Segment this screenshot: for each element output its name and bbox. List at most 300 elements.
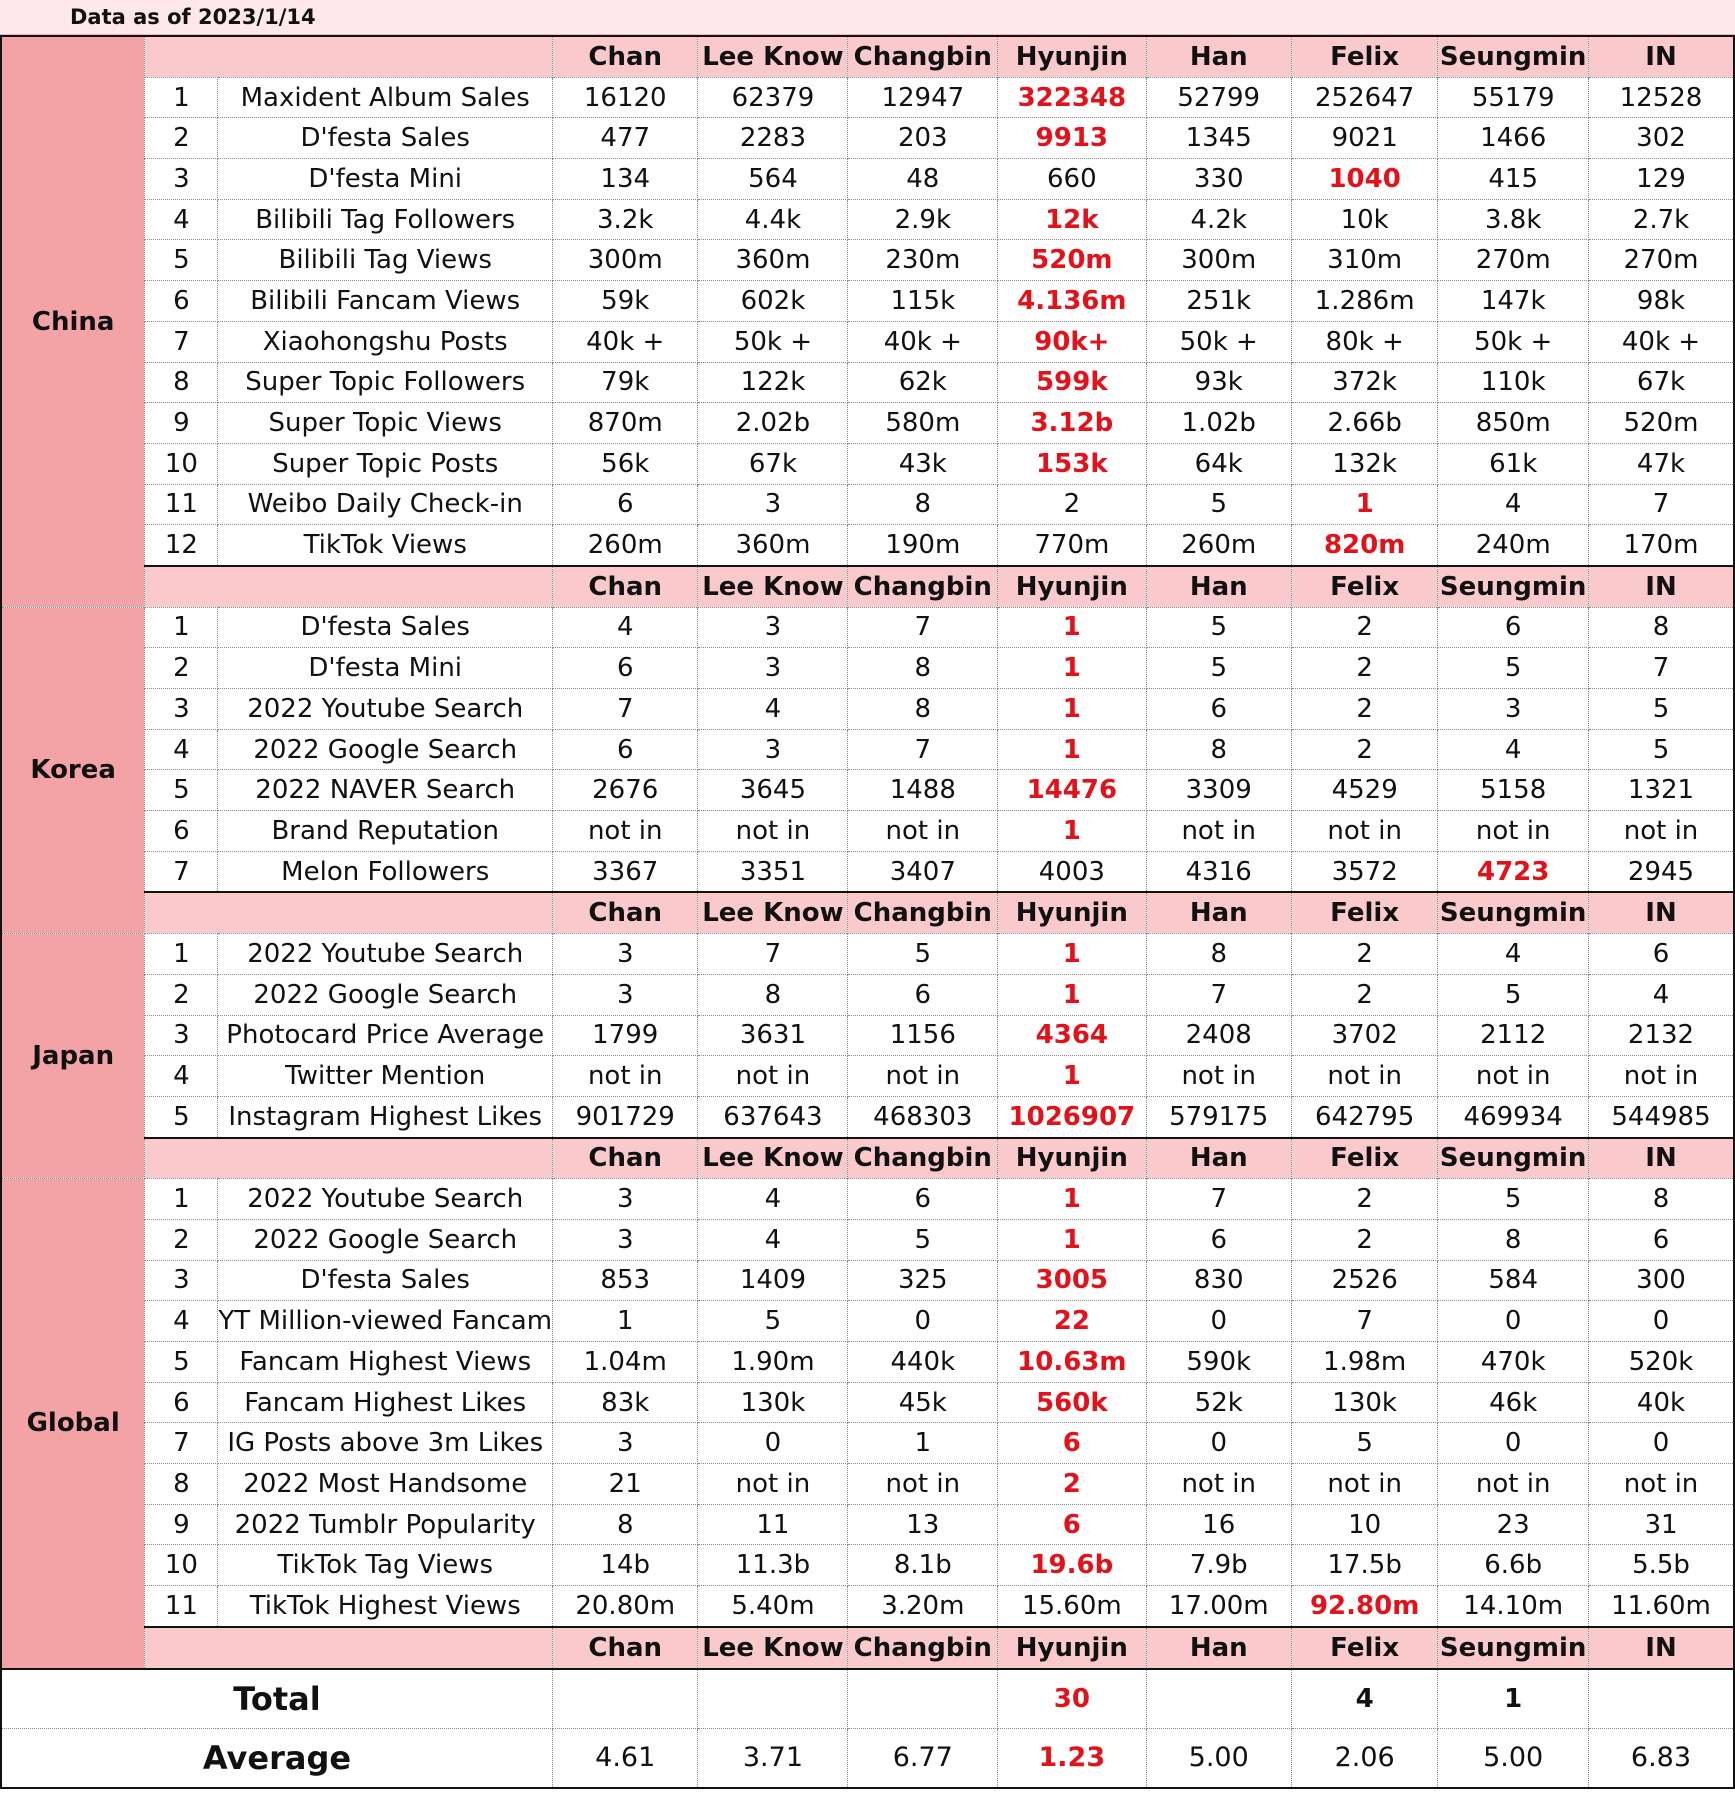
metric-label: TikTok Tag Views (218, 1545, 553, 1586)
value-cell-felix: 3702 (1291, 1015, 1437, 1056)
value-cell-chan: 300m (553, 240, 698, 281)
value-cell-chan: 6 (553, 484, 698, 525)
value-cell-hyunjin: 660 (998, 159, 1146, 200)
member-header-felix: Felix (1291, 892, 1437, 933)
row-number: 1 (145, 77, 218, 118)
value-cell-changbin: 48 (848, 159, 998, 200)
value-cell-lee-know: 360m (698, 525, 848, 566)
total-value-han (1146, 1669, 1291, 1729)
value-cell-changbin: 1488 (848, 770, 998, 811)
value-cell-chan: 6 (553, 648, 698, 689)
member-header-changbin: Changbin (848, 892, 998, 933)
average-value-han: 5.00 (1146, 1728, 1291, 1788)
value-cell-lee-know: 4 (698, 689, 848, 730)
metric-label: Maxident Album Sales (218, 77, 553, 118)
value-cell-lee-know: 4.4k (698, 199, 848, 240)
value-cell-in: 0 (1588, 1423, 1734, 1464)
value-cell-hyunjin: 1 (998, 934, 1146, 975)
header-spacer (145, 1138, 553, 1179)
value-cell-chan: 1 (553, 1301, 698, 1342)
value-cell-changbin: not in (848, 1464, 998, 1505)
value-cell-lee-know: 0 (698, 1423, 848, 1464)
value-cell-changbin: 325 (848, 1260, 998, 1301)
value-cell-chan: 4 (553, 607, 698, 648)
value-cell-lee-know: 50k + (698, 321, 848, 362)
value-cell-in: 12528 (1588, 77, 1734, 118)
value-cell-han: 3309 (1146, 770, 1291, 811)
value-cell-changbin: 1156 (848, 1015, 998, 1056)
value-cell-in: 8 (1588, 1179, 1734, 1220)
member-header-chan: Chan (553, 892, 698, 933)
value-cell-lee-know: 11 (698, 1504, 848, 1545)
value-cell-felix: 252647 (1291, 77, 1437, 118)
row-number: 2 (145, 974, 218, 1015)
member-header-han: Han (1146, 1627, 1291, 1669)
value-cell-felix: 2 (1291, 974, 1437, 1015)
header-spacer (145, 36, 553, 77)
value-cell-seungmin: 3.8k (1438, 199, 1589, 240)
value-cell-in: 129 (1588, 159, 1734, 200)
value-cell-chan: 870m (553, 403, 698, 444)
value-cell-in: 8 (1588, 607, 1734, 648)
value-cell-changbin: not in (848, 811, 998, 852)
value-cell-seungmin: not in (1438, 1464, 1589, 1505)
value-cell-hyunjin: 2 (998, 484, 1146, 525)
value-cell-changbin: not in (848, 1056, 998, 1097)
value-cell-seungmin: 584 (1438, 1260, 1589, 1301)
metric-label: 2022 Youtube Search (218, 934, 553, 975)
value-cell-hyunjin: 6 (998, 1504, 1146, 1545)
metric-label: 2022 Youtube Search (218, 689, 553, 730)
average-value-changbin: 6.77 (848, 1728, 998, 1788)
value-cell-lee-know: not in (698, 1464, 848, 1505)
value-cell-seungmin: 0 (1438, 1423, 1589, 1464)
metric-label: 2022 Youtube Search (218, 1179, 553, 1220)
member-header-changbin: Changbin (848, 36, 998, 77)
value-cell-seungmin: 14.10m (1438, 1586, 1589, 1627)
value-cell-han: 64k (1146, 443, 1291, 484)
value-cell-chan: 40k + (553, 321, 698, 362)
value-cell-chan: 134 (553, 159, 698, 200)
value-cell-hyunjin: 1 (998, 1179, 1146, 1220)
total-row (1, 1669, 1734, 1729)
row-number: 2 (145, 118, 218, 159)
value-cell-hyunjin: 1 (998, 974, 1146, 1015)
value-cell-chan: 8 (553, 1504, 698, 1545)
value-cell-han: 5 (1146, 484, 1291, 525)
table-row (1, 199, 1734, 240)
row-number: 8 (145, 362, 218, 403)
value-cell-hyunjin: 1 (998, 607, 1146, 648)
row-number: 1 (145, 607, 218, 648)
row-number: 5 (145, 240, 218, 281)
value-cell-han: 0 (1146, 1301, 1291, 1342)
value-cell-chan: 901729 (553, 1096, 698, 1137)
value-cell-hyunjin: 22 (998, 1301, 1146, 1342)
value-cell-lee-know: 1.90m (698, 1342, 848, 1383)
average-value-felix: 2.06 (1291, 1728, 1437, 1788)
value-cell-hyunjin: 15.60m (998, 1586, 1146, 1627)
row-number: 10 (145, 1545, 218, 1586)
value-cell-lee-know: not in (698, 811, 848, 852)
table-row (1, 1382, 1734, 1423)
average-value-lee-know: 3.71 (698, 1728, 848, 1788)
value-cell-han: 7 (1146, 974, 1291, 1015)
value-cell-han: 50k + (1146, 321, 1291, 362)
total-label: Total (1, 1669, 553, 1729)
value-cell-chan: 21 (553, 1464, 698, 1505)
row-number: 3 (145, 689, 218, 730)
table-row (1, 403, 1734, 444)
value-cell-han: 590k (1146, 1342, 1291, 1383)
value-cell-changbin: 7 (848, 729, 998, 770)
row-number: 4 (145, 1301, 218, 1342)
value-cell-lee-know: 5 (698, 1301, 848, 1342)
metric-label: 2022 Google Search (218, 1219, 553, 1260)
value-cell-hyunjin: 1026907 (998, 1096, 1146, 1137)
value-cell-chan: not in (553, 1056, 698, 1097)
value-cell-han: 5 (1146, 648, 1291, 689)
value-cell-seungmin: 850m (1438, 403, 1589, 444)
value-cell-felix: 92.80m (1291, 1586, 1437, 1627)
value-cell-han: 1.02b (1146, 403, 1291, 444)
metric-label: D'festa Mini (218, 159, 553, 200)
value-cell-han: 93k (1146, 362, 1291, 403)
value-cell-chan: not in (553, 811, 698, 852)
total-value-lee-know (698, 1669, 848, 1729)
value-cell-hyunjin: 19.6b (998, 1545, 1146, 1586)
member-header-han: Han (1146, 36, 1291, 77)
table-row (1, 1545, 1734, 1586)
row-number: 6 (145, 1382, 218, 1423)
member-header-row (1, 36, 1734, 77)
value-cell-han: 830 (1146, 1260, 1291, 1301)
value-cell-felix: 7 (1291, 1301, 1437, 1342)
value-cell-han: 52799 (1146, 77, 1291, 118)
row-number: 5 (145, 770, 218, 811)
value-cell-felix: 2 (1291, 1179, 1437, 1220)
value-cell-chan: 16120 (553, 77, 698, 118)
average-row (1, 1728, 1734, 1788)
row-number: 3 (145, 1260, 218, 1301)
value-cell-han: 300m (1146, 240, 1291, 281)
value-cell-changbin: 13 (848, 1504, 998, 1545)
value-cell-chan: 20.80m (553, 1586, 698, 1627)
value-cell-seungmin: 61k (1438, 443, 1589, 484)
average-value-in: 6.83 (1588, 1728, 1734, 1788)
value-cell-lee-know: 122k (698, 362, 848, 403)
row-number: 9 (145, 1504, 218, 1545)
value-cell-felix: 10k (1291, 199, 1437, 240)
value-cell-hyunjin: 10.63m (998, 1342, 1146, 1383)
row-number: 5 (145, 1096, 218, 1137)
value-cell-han: 16 (1146, 1504, 1291, 1545)
value-cell-lee-know: 3645 (698, 770, 848, 811)
table-row (1, 1586, 1734, 1627)
value-cell-felix: 10 (1291, 1504, 1437, 1545)
value-cell-in: 31 (1588, 1504, 1734, 1545)
value-cell-han: 52k (1146, 1382, 1291, 1423)
value-cell-hyunjin: 3005 (998, 1260, 1146, 1301)
value-cell-hyunjin: 4364 (998, 1015, 1146, 1056)
value-cell-lee-know: 11.3b (698, 1545, 848, 1586)
value-cell-hyunjin: 3.12b (998, 403, 1146, 444)
value-cell-in: 5 (1588, 689, 1734, 730)
region-label-china: China (1, 36, 145, 607)
member-header-row (1, 1627, 1734, 1669)
value-cell-lee-know: 4 (698, 1179, 848, 1220)
table-row (1, 1260, 1734, 1301)
value-cell-hyunjin: 560k (998, 1382, 1146, 1423)
row-number: 11 (145, 1586, 218, 1627)
value-cell-changbin: 43k (848, 443, 998, 484)
value-cell-in: 520m (1588, 403, 1734, 444)
value-cell-han: 4.2k (1146, 199, 1291, 240)
member-header-changbin: Changbin (848, 1138, 998, 1179)
value-cell-seungmin: 4 (1438, 934, 1589, 975)
member-header-seungmin: Seungmin (1438, 36, 1589, 77)
table-row (1, 281, 1734, 322)
member-header-han: Han (1146, 892, 1291, 933)
value-cell-felix: 4529 (1291, 770, 1437, 811)
value-cell-chan: 83k (553, 1382, 698, 1423)
row-number: 7 (145, 851, 218, 892)
value-cell-lee-know: 4 (698, 1219, 848, 1260)
member-header-hyunjin: Hyunjin (998, 566, 1146, 607)
value-cell-chan: 3 (553, 934, 698, 975)
value-cell-chan: 56k (553, 443, 698, 484)
value-cell-seungmin: not in (1438, 811, 1589, 852)
value-cell-changbin: 468303 (848, 1096, 998, 1137)
table-row (1, 1056, 1734, 1097)
member-header-chan: Chan (553, 1138, 698, 1179)
value-cell-seungmin: 5 (1438, 648, 1589, 689)
value-cell-felix: 80k + (1291, 321, 1437, 362)
member-header-chan: Chan (553, 566, 698, 607)
value-cell-seungmin: 2112 (1438, 1015, 1589, 1056)
value-cell-seungmin: 3 (1438, 689, 1589, 730)
value-cell-felix: 2 (1291, 607, 1437, 648)
member-header-row (1, 566, 1734, 607)
value-cell-in: 6 (1588, 1219, 1734, 1260)
value-cell-in: 300 (1588, 1260, 1734, 1301)
value-cell-in: 302 (1588, 118, 1734, 159)
title-bar (0, 0, 1735, 35)
value-cell-felix: 2.66b (1291, 403, 1437, 444)
value-cell-changbin: 7 (848, 607, 998, 648)
member-header-lee-know: Lee Know (698, 1627, 848, 1669)
value-cell-hyunjin: 6 (998, 1423, 1146, 1464)
value-cell-felix: 820m (1291, 525, 1437, 566)
value-cell-chan: 1799 (553, 1015, 698, 1056)
member-header-seungmin: Seungmin (1438, 892, 1589, 933)
value-cell-han: 6 (1146, 1219, 1291, 1260)
value-cell-changbin: 12947 (848, 77, 998, 118)
value-cell-seungmin: 5 (1438, 974, 1589, 1015)
table-row (1, 851, 1734, 892)
value-cell-in: 40k + (1588, 321, 1734, 362)
table-row (1, 525, 1734, 566)
header-spacer (145, 1627, 553, 1669)
value-cell-chan: 7 (553, 689, 698, 730)
value-cell-in: not in (1588, 811, 1734, 852)
value-cell-lee-know: 1409 (698, 1260, 848, 1301)
row-number: 3 (145, 1015, 218, 1056)
value-cell-in: 6 (1588, 934, 1734, 975)
row-number: 10 (145, 443, 218, 484)
value-cell-changbin: 6 (848, 1179, 998, 1220)
value-cell-changbin: 2.9k (848, 199, 998, 240)
metric-label: D'festa Sales (218, 1260, 553, 1301)
value-cell-in: 67k (1588, 362, 1734, 403)
average-label: Average (1, 1728, 553, 1788)
value-cell-changbin: 6 (848, 974, 998, 1015)
member-header-row (1, 892, 1734, 933)
value-cell-han: 5 (1146, 607, 1291, 648)
value-cell-lee-know: 3631 (698, 1015, 848, 1056)
member-header-han: Han (1146, 566, 1291, 607)
value-cell-felix: 1040 (1291, 159, 1437, 200)
value-cell-changbin: 8 (848, 648, 998, 689)
metric-label: 2022 Tumblr Popularity (218, 1504, 553, 1545)
value-cell-han: 330 (1146, 159, 1291, 200)
value-cell-changbin: 40k + (848, 321, 998, 362)
member-header-felix: Felix (1291, 1627, 1437, 1669)
value-cell-lee-know: 2283 (698, 118, 848, 159)
value-cell-felix: 2 (1291, 648, 1437, 689)
value-cell-felix: 1.286m (1291, 281, 1437, 322)
value-cell-hyunjin: 322348 (998, 77, 1146, 118)
metric-label: 2022 Google Search (218, 729, 553, 770)
value-cell-seungmin: 6.6b (1438, 1545, 1589, 1586)
metric-label: Bilibili Fancam Views (218, 281, 553, 322)
value-cell-han: 7.9b (1146, 1545, 1291, 1586)
value-cell-changbin: 3.20m (848, 1586, 998, 1627)
value-cell-han: 2408 (1146, 1015, 1291, 1056)
metric-label: D'festa Sales (218, 607, 553, 648)
value-cell-lee-know: 130k (698, 1382, 848, 1423)
value-cell-felix: 372k (1291, 362, 1437, 403)
row-number: 7 (145, 321, 218, 362)
table-row (1, 1096, 1734, 1137)
value-cell-han: 251k (1146, 281, 1291, 322)
value-cell-hyunjin: 1 (998, 1056, 1146, 1097)
value-cell-seungmin: 55179 (1438, 77, 1589, 118)
member-header-lee-know: Lee Know (698, 1138, 848, 1179)
value-cell-han: 0 (1146, 1423, 1291, 1464)
value-cell-felix: 1 (1291, 484, 1437, 525)
value-cell-hyunjin: 599k (998, 362, 1146, 403)
total-value-seungmin: 1 (1438, 1669, 1589, 1729)
value-cell-in: 4 (1588, 974, 1734, 1015)
member-header-hyunjin: Hyunjin (998, 892, 1146, 933)
row-number: 12 (145, 525, 218, 566)
value-cell-lee-know: 3 (698, 729, 848, 770)
metric-label: Super Topic Views (218, 403, 553, 444)
value-cell-chan: 3 (553, 1179, 698, 1220)
table-row (1, 1179, 1734, 1220)
value-cell-felix: 5 (1291, 1423, 1437, 1464)
value-cell-felix: 2 (1291, 934, 1437, 975)
member-header-row (1, 1138, 1734, 1179)
row-number: 3 (145, 159, 218, 200)
value-cell-chan: 2676 (553, 770, 698, 811)
value-cell-changbin: 1 (848, 1423, 998, 1464)
metric-label: 2022 Google Search (218, 974, 553, 1015)
value-cell-in: 40k (1588, 1382, 1734, 1423)
value-cell-in: 98k (1588, 281, 1734, 322)
row-number: 4 (145, 729, 218, 770)
table-row (1, 607, 1734, 648)
value-cell-seungmin: 5158 (1438, 770, 1589, 811)
member-header-changbin: Changbin (848, 566, 998, 607)
member-header-chan: Chan (553, 36, 698, 77)
value-cell-lee-know: not in (698, 1056, 848, 1097)
member-header-seungmin: Seungmin (1438, 1138, 1589, 1179)
value-cell-han: 8 (1146, 729, 1291, 770)
value-cell-felix: 2 (1291, 1219, 1437, 1260)
member-header-lee-know: Lee Know (698, 892, 848, 933)
value-cell-in: 7 (1588, 648, 1734, 689)
member-header-chan: Chan (553, 1627, 698, 1669)
value-cell-chan: 853 (553, 1260, 698, 1301)
value-cell-seungmin: 5 (1438, 1179, 1589, 1220)
value-cell-lee-know: 7 (698, 934, 848, 975)
value-cell-changbin: 203 (848, 118, 998, 159)
row-number: 6 (145, 811, 218, 852)
ranking-table (0, 35, 1735, 1789)
value-cell-han: not in (1146, 1464, 1291, 1505)
value-cell-han: 7 (1146, 1179, 1291, 1220)
metric-label: Brand Reputation (218, 811, 553, 852)
value-cell-changbin: 5 (848, 1219, 998, 1260)
table-row (1, 240, 1734, 281)
value-cell-felix: 310m (1291, 240, 1437, 281)
value-cell-chan: 6 (553, 729, 698, 770)
average-value-seungmin: 5.00 (1438, 1728, 1589, 1788)
header-spacer (145, 566, 553, 607)
value-cell-lee-know: 637643 (698, 1096, 848, 1137)
value-cell-han: 6 (1146, 689, 1291, 730)
value-cell-felix: 17.5b (1291, 1545, 1437, 1586)
value-cell-chan: 260m (553, 525, 698, 566)
value-cell-hyunjin: 770m (998, 525, 1146, 566)
member-header-hyunjin: Hyunjin (998, 36, 1146, 77)
table-row (1, 974, 1734, 1015)
value-cell-hyunjin: 1 (998, 1219, 1146, 1260)
table-row (1, 362, 1734, 403)
value-cell-felix: 2526 (1291, 1260, 1437, 1301)
value-cell-changbin: 190m (848, 525, 998, 566)
value-cell-seungmin: 240m (1438, 525, 1589, 566)
value-cell-changbin: 3407 (848, 851, 998, 892)
metric-label: Bilibili Tag Views (218, 240, 553, 281)
value-cell-lee-know: 3 (698, 648, 848, 689)
value-cell-seungmin: 8 (1438, 1219, 1589, 1260)
value-cell-in: 2132 (1588, 1015, 1734, 1056)
member-header-seungmin: Seungmin (1438, 566, 1589, 607)
row-number: 11 (145, 484, 218, 525)
table-row (1, 1504, 1734, 1545)
value-cell-chan: 477 (553, 118, 698, 159)
table-row (1, 1015, 1734, 1056)
metric-label: Bilibili Tag Followers (218, 199, 553, 240)
value-cell-hyunjin: 90k+ (998, 321, 1146, 362)
value-cell-hyunjin: 9913 (998, 118, 1146, 159)
member-header-in: IN (1588, 36, 1734, 77)
value-cell-chan: 3367 (553, 851, 698, 892)
value-cell-changbin: 440k (848, 1342, 998, 1383)
